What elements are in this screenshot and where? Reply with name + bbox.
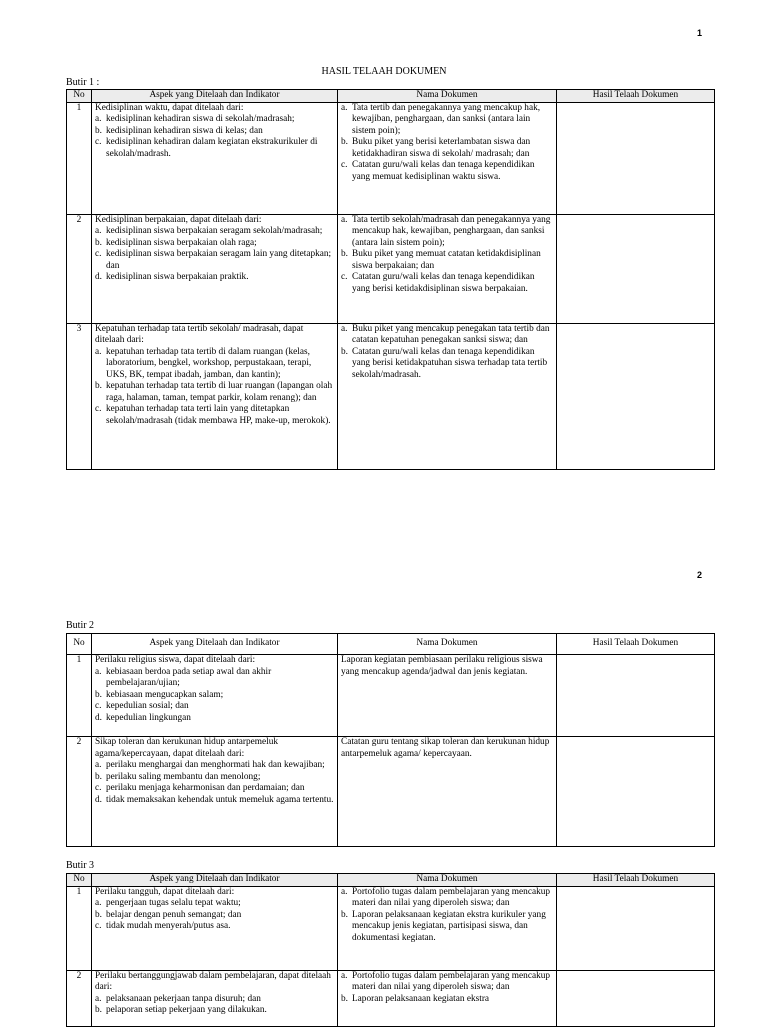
aspek-intro: Perilaku tangguh, dapat ditelaah dari: [95,886,235,897]
row-number: 2 [67,737,92,847]
hasil-cell [557,323,715,469]
butir-1-label: Butir 1 : [66,77,100,88]
aspek-cell [92,655,338,737]
aspek-intro: Perilaku bertanggungjawab dalam pembelajaran, dapat ditelaah dari: [95,970,331,992]
dokumen-cell [338,886,557,970]
hasil-cell [557,102,715,214]
list-item: b. Buku piket yang memuat catatan ketidakdisiplinan siswa berpakaian; dan [341,249,541,271]
list-item: a. kebiasaan berdoa pada setiap awal dan akhir pembelajaran/ujian; [95,666,272,688]
row-number: 1 [67,886,92,970]
dokumen-cell: Laporan kegiatan pembiasaan perilaku religious siswa yang mencakup agenda/jadwal dan jenis kegiatan. [338,655,557,737]
list-item: a. pelaksanaan pekerjaan tanpa disuruh; dan [95,993,261,1004]
list-item: a. Buku piket yang mencakup penegakan tata tertib dan catatan kepatuhan penegakan sanksi siswa; dan [341,323,550,345]
list-item: b. kepatuhan terhadap tata tertib di luar ruangan (lapangan olah raga, halaman, taman, tempat parkir, kolam renang); dan [95,381,333,403]
aspek-intro: Kedisiplinan waktu, dapat ditelaah dari: [95,102,244,113]
aspek-cell [92,970,338,1026]
table-row [67,102,715,214]
list-item: b. perilaku saling membantu dan menolong; [95,771,261,782]
butir-3-label: Butir 3 [66,860,95,871]
list-item: b. kedisiplinan siswa berpakaian olah raga; [95,237,257,248]
header-no: No [67,90,92,103]
telaah-table-butir-3 [66,873,715,1027]
aspek-intro: Sikap toleran dan kerukunan hidup antarpemeluk agama/kepercayaan, dapat ditelaah dari: [95,737,279,759]
list-item: c. Catatan guru/wali kelas dan tenaga kependidikan yang berisi ketidakdisiplinan siswa berpakaian. [341,272,535,294]
list-item: a. kedisiplinan kehadiran siswa di sekolah/madrasah; [95,114,295,124]
dokumen-cell [338,102,557,214]
list-item: a. Portofolio tugas dalam pembelajaran yang mencakup materi dan nilai yang diperoleh siswa; dan [341,970,551,992]
header-aspek: Aspek yang Ditelaah dan Indikator [92,634,338,655]
row-number: 1 [67,102,92,214]
dokumen-cell: Catatan guru tentang sikap toleran dan kerukunan hidup antarpemeluk agama/ kepercayaan. [338,737,557,847]
list-item: b. Laporan pelaksanaan kegiatan ekstra kurikuler yang mencakup jenis kegiatan, partisipasi siswa, dan dokumentasi kegiatan. [341,909,546,943]
table-row [67,214,715,323]
list-item: c. tidak mudah menyerah/putus asa. [95,921,231,931]
list-item: d. kedisiplinan siswa berpakaian praktik. [95,272,249,282]
list-item: a. kepatuhan terhadap tata tertib di dalam ruangan (kelas, laboratorium, bengkel, workshop, perpustakaan, terapi, UKS, BK, tempat ibadah, jamban, dan kantin); [95,346,312,380]
dokumen-cell [338,970,557,1026]
document-title: HASIL TELAAH DOKUMEN [321,66,447,77]
row-number: 1 [67,655,92,737]
aspek-intro: Kedisiplinan berpakaian, dapat ditelaah dari: [95,214,262,225]
aspek-cell [92,323,338,469]
list-item: a. kedisiplinan siswa berpakaian seragam sekolah/madrasah; [95,226,323,236]
list-item: b. Catatan guru/wali kelas dan tenaga kependidikan yang berisi ketidakpatuhan siswa terhadap tata tertib sekolah/madrasah. [341,346,548,380]
list-item: a. Tata tertib dan penegakannya yang mencakup hak, kewajiban, penghargaan, dan sanksi (antara lain sistem poin); [341,102,541,136]
dokumen-cell [338,323,557,469]
dokumen-cell [338,214,557,323]
list-item: a. perilaku menghargai dan menghormati hak dan kewajiban; [95,760,325,770]
list-item: a. pengerjaan tugas selalu tepat waktu; [95,898,241,908]
page-number: 2 [697,570,703,580]
list-item: b. kebiasaan mengucapkan salam; [95,689,224,700]
aspek-intro: Kepatuhan terhadap tata tertib sekolah/ madrasah, dapat ditelaah dari: [95,323,304,345]
row-number: 2 [67,970,92,1026]
header-hasil: Hasil Telaah Dokumen [557,90,715,103]
table-row [67,655,715,737]
telaah-table-butir-1 [66,89,715,470]
list-item: c. kedisiplinan siswa berpakaian seragam lain yang ditetapkan; dan [95,249,332,271]
aspek-cell [92,102,338,214]
page-number: 1 [697,28,703,38]
list-item: b. Laporan pelaksanaan kegiatan ekstra [341,993,490,1004]
hasil-cell [557,970,715,1026]
header-dokumen: Nama Dokumen [338,634,557,655]
aspek-intro: Perilaku religius siswa, dapat ditelaah dari: [95,655,256,665]
list-item: d. tidak memaksakan kehendak untuk memeluk agama tertentu. [95,794,334,805]
list-item: b. kedisiplinan kehadiran siswa di kelas; dan [95,125,263,136]
header-no: No [67,874,92,887]
list-item: a. Tata tertib sekolah/madrasah dan penegakannya yang mencakup hak, kewajiban, penghargaan, dan sanksi (antara lain sistem poin); [341,214,551,248]
table-row [67,970,715,1026]
list-item: a. Portofolio tugas dalam pembelajaran yang mencakup materi dan nilai yang diperoleh siswa; dan [341,886,551,908]
header-dokumen: Nama Dokumen [338,90,557,103]
list-item: b. Buku piket yang berisi keterlambatan siswa dan ketidakhadiran siswa di sekolah/ madrasah; dan [341,137,531,159]
header-aspek: Aspek yang Ditelaah dan Indikator [92,90,338,103]
list-item: c. kedisiplinan kehadiran dalam kegiatan ekstrakurikuler di sekolah/madrash. [95,137,318,159]
list-item: d. kepedulian lingkungan [95,712,191,723]
table-row [67,886,715,970]
list-item: c. kepatuhan terhadap tata terti lain yang ditetapkan sekolah/madrasah (tidak membawa HP, make-up, merokok). [95,404,331,426]
hasil-cell [557,214,715,323]
row-number: 3 [67,323,92,469]
aspek-cell [92,737,338,847]
hasil-cell [557,737,715,847]
list-item: c. Catatan guru/wali kelas dan tenaga kependidikan yang memuat kedisiplinan waktu siswa. [341,160,535,182]
table-row [67,323,715,469]
header-no: No [67,634,92,655]
list-item: b. pelaporan setiap pekerjaan yang dilakukan. [95,1005,267,1015]
aspek-cell [92,214,338,323]
butir-2-label: Butir 2 [66,620,95,631]
row-number: 2 [67,214,92,323]
header-aspek: Aspek yang Ditelaah dan Indikator [92,874,338,887]
list-item: c. kepedulian sosial; dan [95,701,189,711]
table-row [67,737,715,847]
telaah-table-butir-2 [66,633,715,847]
list-item: b. belajar dengan penuh semangat; dan [95,909,242,920]
aspek-cell [92,886,338,970]
list-item: c. perilaku menjaga keharmonisan dan perdamaian; dan [95,783,305,793]
header-hasil: Hasil Telaah Dokumen [557,874,715,887]
hasil-cell [557,886,715,970]
hasil-cell [557,655,715,737]
header-dokumen: Nama Dokumen [338,874,557,887]
header-hasil: Hasil Telaah Dokumen [557,634,715,655]
